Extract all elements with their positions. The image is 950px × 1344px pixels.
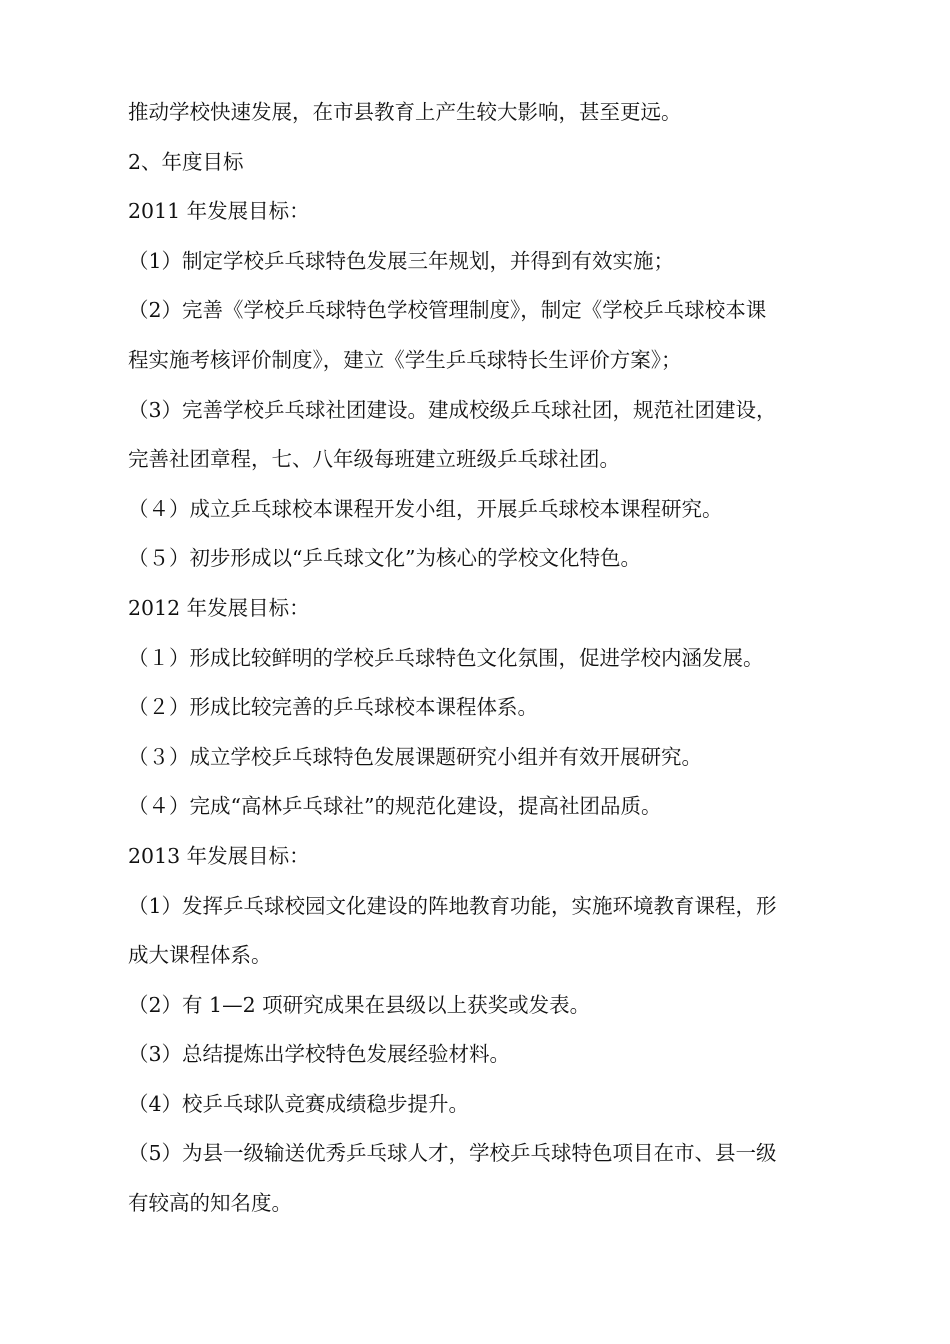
list-item: （2）完善《学校乒乓球特色学校管理制度》，制定《学校乒乓球校本课 [128, 298, 767, 323]
list-item: （1）发挥乒乓球校园文化建设的阵地教育功能，实施环境教育课程，形 [128, 893, 777, 918]
list-item-continuation: 成大课程体系。 [128, 943, 272, 968]
section-heading: 2、年度目标 [128, 149, 244, 174]
list-item-continuation: 有较高的知名度。 [128, 1191, 292, 1216]
list-item: （１）形成比较鲜明的学校乒乓球特色文化氛围，促进学校内涵发展。 [128, 645, 764, 670]
list-item: （1）制定学校乒乓球特色发展三年规划，并得到有效实施； [128, 248, 675, 273]
list-item-continuation: 程实施考核评价制度》，建立《学生乒乓球特长生评价方案》； [128, 347, 682, 372]
list-item-continuation: 完善社团章程，七、八年级每班建立班级乒乓球社团。 [128, 447, 620, 472]
list-item: （5）为县一级输送优秀乒乓球人才，学校乒乓球特色项目在市、县一级 [128, 1141, 777, 1166]
text-line: 推动学校快速发展，在市县教育上产生较大影响，甚至更远。 [128, 100, 682, 124]
list-item: （3）完善学校乒乓球社团建设。建成校级乒乓球社团，规范社团建设， [128, 397, 777, 422]
list-item: （2）有 1—2 项研究成果在县级以上获奖或发表。 [128, 992, 591, 1017]
year-heading-2012: 2012 年发展目标： [128, 595, 310, 620]
list-item: （４）成立乒乓球校本课程开发小组，开展乒乓球校本课程研究。 [128, 496, 723, 521]
year-heading-2013: 2013 年发展目标： [128, 843, 310, 868]
list-item: （５）初步形成以“乒乓球文化”为核心的学校文化特色。 [128, 546, 641, 571]
year-heading-2011: 2011 年发展目标： [128, 199, 310, 224]
document-body [128, 88, 828, 1229]
list-item: （4）校乒乓球队竞赛成绩稳步提升。 [128, 1091, 470, 1116]
list-item: （3）总结提炼出学校特色发展经验材料。 [128, 1042, 511, 1067]
list-item: （３）成立学校乒乓球特色发展课题研究小组并有效开展研究。 [128, 744, 702, 769]
list-item: （２）形成比较完善的乒乓球校本课程体系。 [128, 695, 538, 720]
list-item: （４）完成“高林乒乓球社”的规范化建设，提高社团品质。 [128, 794, 662, 819]
